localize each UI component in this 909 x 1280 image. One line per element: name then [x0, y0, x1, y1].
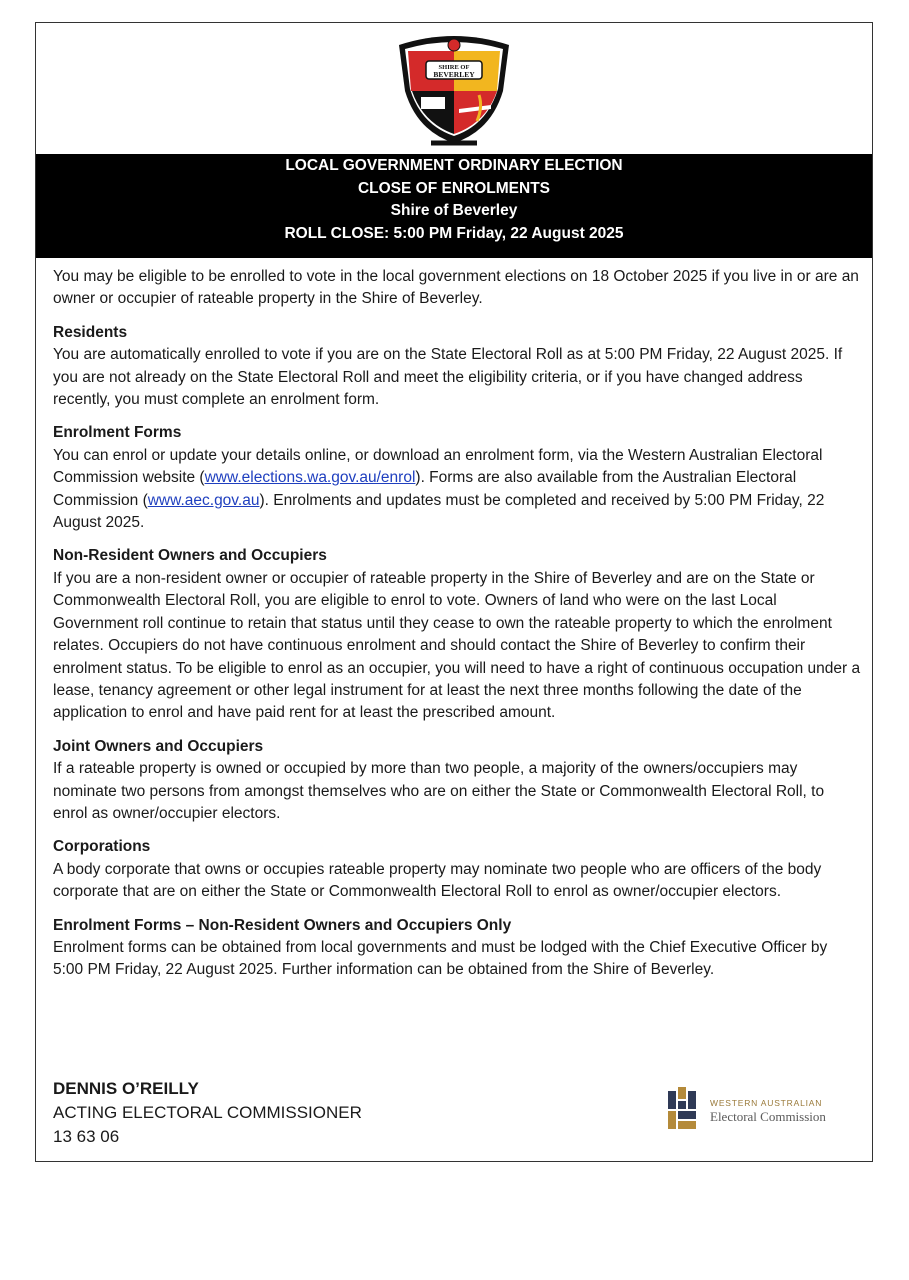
residents-heading: Residents	[53, 323, 128, 341]
enrolment-forms-heading: Enrolment Forms	[53, 424, 182, 442]
enrolment-forms-body	[53, 445, 861, 535]
notice-frame	[35, 22, 873, 1162]
joint-owners-body: If a rateable property is owned or occupied by more than two people, a majority of the owners/occupiers may nominate two persons from amongst themselves who are on either the State or Commonwealth Electoral Roll, to enrol as owner/occupier electors.	[53, 760, 825, 822]
joint-owners-section	[53, 736, 861, 826]
banner-subtitle: CLOSE OF ENROLMENTS	[357, 179, 551, 197]
waec-logo	[668, 1085, 838, 1135]
corporations-heading: Corporations	[53, 838, 151, 856]
svg-text:BEVERLEY: BEVERLEY	[433, 70, 475, 79]
non-resident-body: If you are a non-resident owner or occupier of rateable property in the Shire of Beverley and are on the State or Commonwealth Electoral Roll, you are eligible to enrol to vote. Owners of land who were on the last Local Government roll continue to retain that status until they cease to own the rateable property to which the enrolment relates. Occupiers do not have continuous enrolment and should contact the Shire of Beverley to confirm their enrolment status. To be eligible to enrol as an occupier, you will need to have a right of continuous occupation under a lease, tenancy agreement or other legal instrument for at least the next three months following the date of the application to enrol and have paid rent for at least the prescribed amount.	[53, 569, 861, 722]
forms-non-resident-body: Enrolment forms can be obtained from local governments and must be lodged with the Chief Executive Officer by 5:00 PM Friday, 22 August 2025. Further information can be obtained from the Shire of Beverley.	[53, 938, 828, 979]
corporations-section	[53, 836, 861, 903]
enrolment-forms-text-1: You can enrol or update your details online, or download an enrolment form, via the Western Australian Electoral Commission website (	[53, 446, 823, 487]
forms-non-resident-section	[53, 915, 861, 982]
commissioner-title: ACTING ELECTORAL COMMISSIONER	[53, 1103, 362, 1122]
banner-roll-close: ROLL CLOSE: 5:00 PM Friday, 22 August 2025	[284, 224, 624, 242]
svg-text:SHIRE OF: SHIRE OF	[438, 64, 470, 71]
residents-body: You are automatically enrolled to vote if you are on the State Electoral Roll as at 5:00 PM Friday, 22 August 2025. If you are not already on the State Electoral Roll and meet the eligibility criteria, or if you have changed address recently, you must complete an enrolment form.	[53, 346, 843, 409]
contact-phone: 13 63 06	[53, 1127, 120, 1146]
non-resident-section	[53, 545, 861, 724]
banner-shire: Shire of Beverley	[390, 202, 518, 219]
enrolment-forms-section	[53, 422, 861, 534]
waec-logo-icon	[668, 1085, 700, 1135]
waec-line-2: Electoral Commission	[710, 1109, 826, 1124]
residents-section	[53, 322, 861, 412]
notice-body	[53, 266, 861, 982]
forms-non-resident-heading: Enrolment Forms – Non-Resident Owners and Occupiers Only	[53, 916, 512, 934]
enrolment-forms-text-3: ). Enrolments and updates must be completed and received by 5:00 PM Friday, 22 August 2025.	[53, 491, 825, 532]
intro-paragraph: You may be eligible to be enrolled to vote in the local government elections on 18 October 2025 if you live in or are an owner or occupier of rateable property in the Shire of Beverley.	[53, 268, 859, 308]
waec-wordmark	[710, 1098, 826, 1125]
election-banner	[36, 154, 872, 258]
signoff-block	[53, 1077, 362, 1149]
corporations-body: A body corporate that owns or occupies rateable property may nominate two people who are officers of the body corporate that are on either the State or Commonwealth Electoral Roll to enrol as owner/occupier electors.	[53, 860, 822, 901]
shire-crest-icon	[391, 31, 517, 149]
waec-line-1: WESTERN AUSTRALIAN	[710, 1098, 823, 1108]
joint-owners-heading: Joint Owners and Occupiers	[53, 737, 264, 755]
waec-enrol-link[interactable]: www.elections.wa.gov.au/enrol	[204, 469, 416, 487]
banner-title: LOCAL GOVERNMENT ORDINARY ELECTION	[285, 157, 623, 174]
aec-link[interactable]: www.aec.gov.au	[147, 491, 260, 509]
enrolment-forms-text-2: ). Forms are also available from the Australian Electoral Commission (	[53, 469, 797, 509]
commissioner-name: DENNIS O’REILLY	[53, 1079, 199, 1098]
non-resident-heading: Non-Resident Owners and Occupiers	[53, 547, 327, 565]
